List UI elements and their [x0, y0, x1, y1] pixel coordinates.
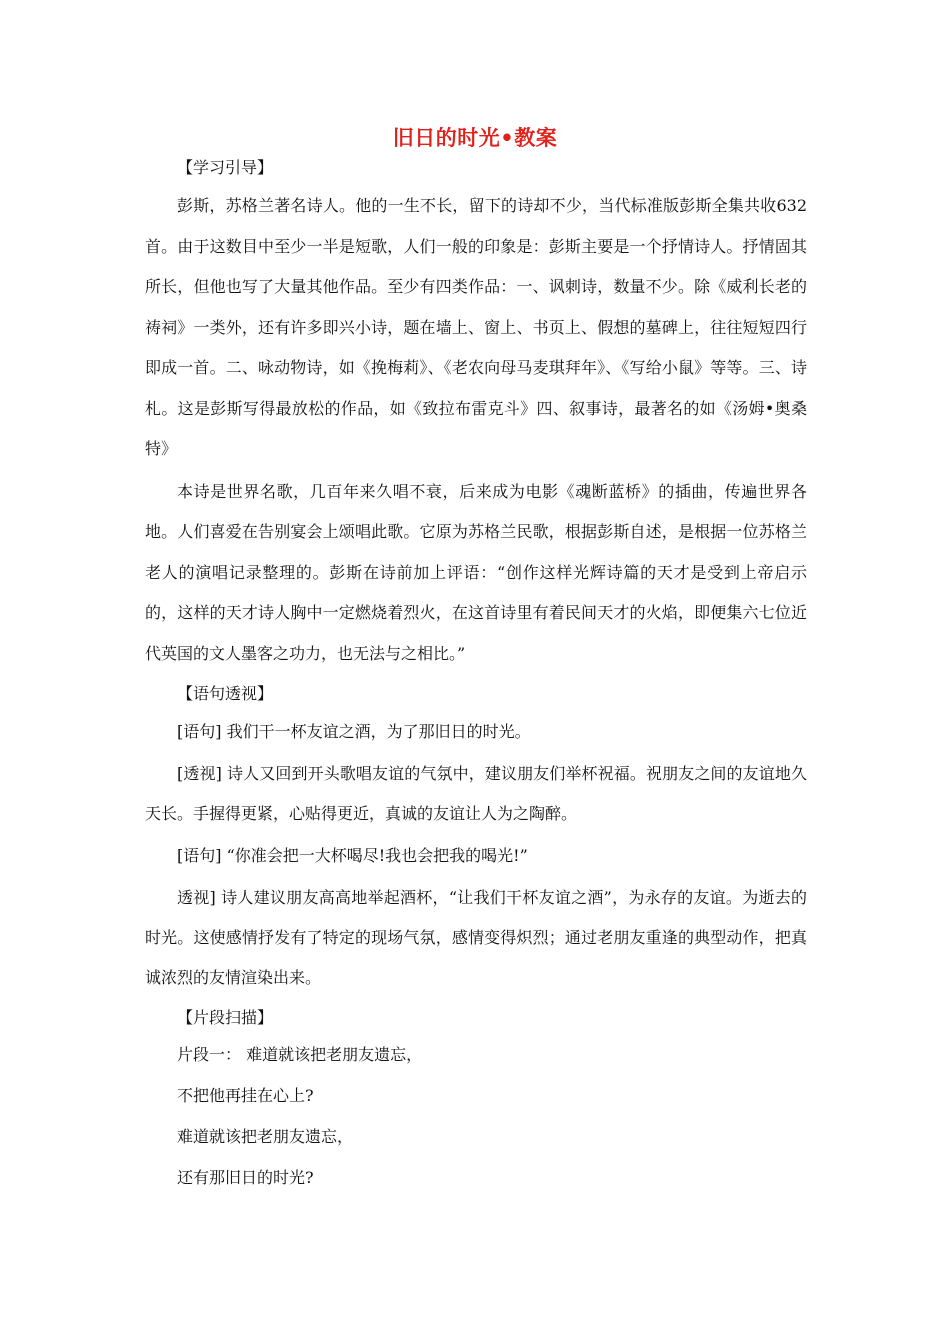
analysis-insight-2: 透视] 诗人建议朋友高高地举起酒杯，“让我们干杯友谊之酒”，为永存的友谊。为逝去的时光。这使感情抒发有了特定的现场气氛，感情变得炽烈；通过老朋友重逢的典型动作，把真诚浓烈的友情渲染出来。: [145, 888, 807, 987]
section-heading-guide: 【学习引导】: [177, 158, 274, 177]
excerpt-line-3: 难道就该把老朋友遗忘，: [177, 1127, 354, 1146]
guide-paragraph-1: 彭斯，苏格兰著名诗人。他的一生不长，留下的诗却不少，当代标准版彭斯全集共收632首。由于这数目中至少一半是短歌，人们一般的印象是：彭斯主要是一个抒情诗人。抒情固其所长，但他也写了大量其他作品。至少有四类作品：一、讽刺诗，数量不少。除《威利长老的祷祠》一类外，还有许多即兴小诗，题在墙上、窗上、书页上、假想的墓碑上，往往短短四行即成一首。二、咏动物诗，如《挽梅莉》、《老农向母马麦琪拜年》、《写给小鼠》等等。三、诗札。这是彭斯写得最放松的作品，如《致拉布雷克斗》四、叙事诗，最著名的如《汤姆•奥桑特》: [145, 196, 807, 458]
document-title: 旧日的时光•教案: [392, 126, 558, 150]
excerpt-line-1: 片段一： 难道就该把老朋友遗忘，: [177, 1045, 423, 1064]
analysis-sentence-1: [语句] 我们干一杯友谊之酒，为了那旧日的时光。: [177, 722, 531, 741]
analysis-insight-1: [透视] 诗人又回到开头歌唱友谊的气氛中，建议朋友们举杯祝福。祝朋友之间的友谊地久天长。手握得更紧，心贴得更近，真诚的友谊让人为之陶醉。: [145, 764, 807, 823]
analysis-sentence-2: [语句] “你准会把一大杯喝尽!我也会把我的喝光!”: [177, 846, 528, 865]
guide-paragraph-2: 本诗是世界名歌，几百年来久唱不衰，后来成为电影《魂断蓝桥》的插曲，传遍世界各地。人们喜爱在告别宴会上颂唱此歌。它原为苏格兰民歌，根据彭斯自述，是根据一位苏格兰老人的演唱记录整理的。彭斯在诗前加上评语：“创作这样光辉诗篇的天才是受到上帝启示的，这样的天才诗人胸中一定燃烧着烈火，在这首诗里有着民间天才的火焰，即便集六七位近代英国的文人墨客之功力，也无法与之相比。”: [145, 481, 807, 663]
excerpt-line-4: 还有那旧日的时光?: [177, 1168, 314, 1187]
section-heading-analysis: 【语句透视】: [177, 684, 274, 703]
excerpt-line-2: 不把他再挂在心上?: [177, 1086, 314, 1105]
section-heading-excerpt: 【片段扫描】: [177, 1008, 274, 1027]
document-body: [145, 148, 807, 1198]
